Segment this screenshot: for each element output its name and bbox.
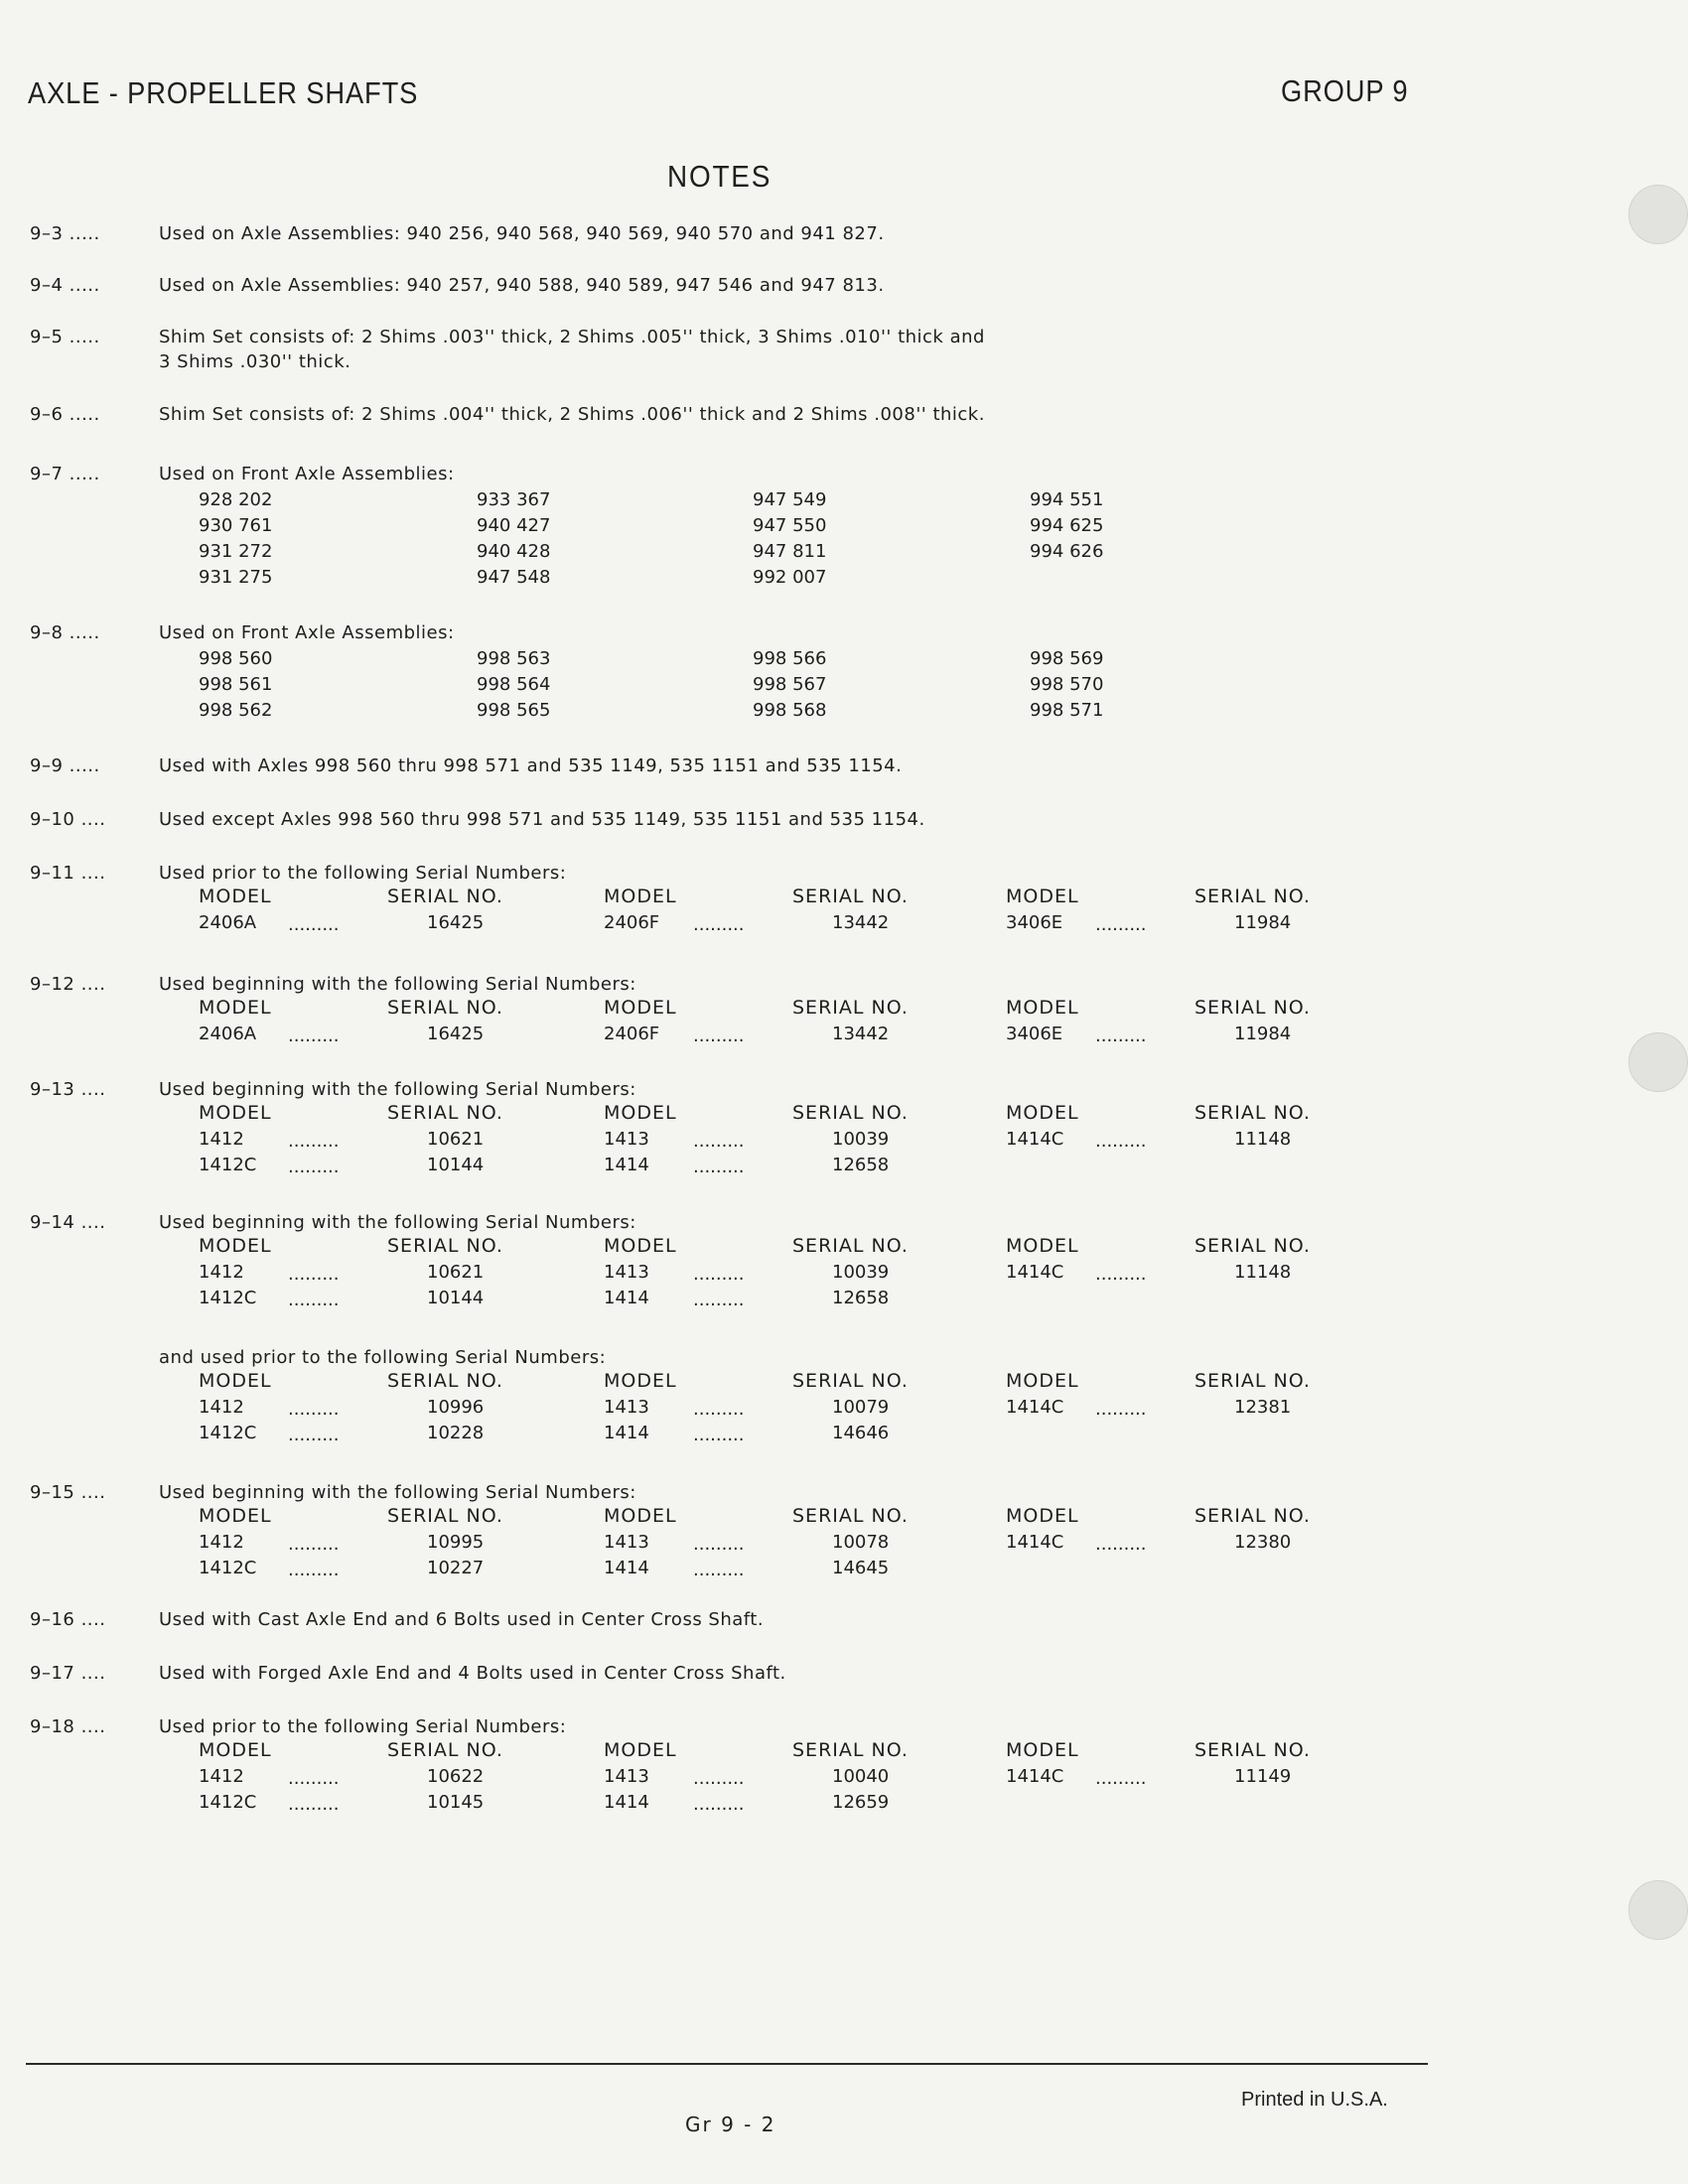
note-text: Used prior to the following Serial Numbers:: [159, 1716, 567, 1737]
serial-value: 10622: [427, 1766, 485, 1787]
leader-dots: .........: [288, 1157, 340, 1177]
column-header-model: MODEL: [199, 1370, 272, 1392]
assembly-number: 947 549: [753, 489, 827, 510]
serial-value: 16425: [427, 1024, 485, 1044]
serial-value: 10621: [427, 1129, 485, 1150]
punch-hole-icon: [1628, 185, 1688, 244]
column-header-serial: SERIAL NO.: [1195, 1370, 1311, 1392]
column-header-model: MODEL: [199, 886, 272, 907]
note-number: 9–12 ....: [30, 974, 106, 995]
note-number: 9–18 ....: [30, 1716, 106, 1737]
assembly-number: 928 202: [199, 489, 273, 510]
column-header-model: MODEL: [1006, 1739, 1079, 1761]
model-value: 1414: [604, 1423, 649, 1443]
serial-value: 11984: [1234, 912, 1292, 933]
column-header-serial: SERIAL NO.: [1195, 997, 1311, 1019]
note-text: Used beginning with the following Serial Numbers:: [159, 974, 636, 995]
assembly-number: 998 560: [199, 648, 273, 669]
leader-dots: .........: [693, 1157, 745, 1177]
column-header-model: MODEL: [1006, 1102, 1079, 1124]
model-value: 1413: [604, 1262, 649, 1283]
model-value: 1412: [199, 1129, 244, 1150]
note-number: 9–17 ....: [30, 1663, 106, 1684]
serial-value: 11984: [1234, 1024, 1292, 1044]
model-value: 1412: [199, 1397, 244, 1418]
serial-value: 11149: [1234, 1766, 1292, 1787]
column-header-serial: SERIAL NO.: [387, 1370, 503, 1392]
printed-in-usa: Printed in U.S.A.: [1241, 2089, 1388, 2111]
serial-value: 10228: [427, 1423, 485, 1443]
serial-value: 10144: [427, 1288, 485, 1308]
assembly-number: 998 571: [1030, 700, 1104, 721]
note-text: Used with Axles 998 560 thru 998 571 and 535 1149, 535 1151 and 535 1154.: [159, 755, 903, 776]
leader-dots: .........: [288, 1794, 340, 1815]
assembly-number: 933 367: [477, 489, 551, 510]
punch-hole-icon: [1628, 1032, 1688, 1092]
column-header-serial: SERIAL NO.: [1195, 1235, 1311, 1257]
note-number: 9–11 ....: [30, 863, 106, 884]
note-number: 9–6 .....: [30, 404, 100, 425]
serial-value: 10079: [832, 1397, 890, 1418]
column-header-model: MODEL: [199, 1102, 272, 1124]
model-value: 1412C: [199, 1423, 257, 1443]
model-value: 1413: [604, 1766, 649, 1787]
model-value: 1413: [604, 1532, 649, 1553]
assembly-number: 998 564: [477, 674, 551, 695]
column-header-model: MODEL: [199, 1739, 272, 1761]
assembly-number: 998 562: [199, 700, 273, 721]
model-value: 1414C: [1006, 1262, 1064, 1283]
serial-value: 14646: [832, 1423, 890, 1443]
column-header-serial: SERIAL NO.: [792, 886, 909, 907]
leader-dots: .........: [288, 1768, 340, 1789]
serial-value: 12658: [832, 1155, 890, 1175]
model-value: 1412C: [199, 1155, 257, 1175]
column-header-serial: SERIAL NO.: [1195, 1739, 1311, 1761]
column-header-model: MODEL: [1006, 997, 1079, 1019]
leader-dots: .........: [693, 914, 745, 935]
serial-value: 10995: [427, 1532, 485, 1553]
model-value: 2406A: [199, 912, 257, 933]
note-number: 9–3 .....: [30, 223, 100, 244]
column-header-model: MODEL: [604, 1505, 677, 1527]
column-header-model: MODEL: [604, 997, 677, 1019]
column-header-model: MODEL: [1006, 1370, 1079, 1392]
model-value: 3406E: [1006, 912, 1063, 933]
leader-dots: .........: [288, 1025, 340, 1046]
model-value: 2406F: [604, 912, 660, 933]
column-header-model: MODEL: [199, 1235, 272, 1257]
leader-dots: .........: [693, 1560, 745, 1580]
assembly-number: 998 567: [753, 674, 827, 695]
serial-value: 10039: [832, 1262, 890, 1283]
assembly-number: 931 272: [199, 541, 273, 562]
column-header-serial: SERIAL NO.: [387, 1235, 503, 1257]
footer-divider: [26, 2063, 1428, 2065]
serial-value: 11148: [1234, 1262, 1292, 1283]
assembly-number: 931 275: [199, 567, 273, 588]
assembly-number: 998 570: [1030, 674, 1104, 695]
assembly-number-list: [0, 486, 1688, 596]
serial-value: 11148: [1234, 1129, 1292, 1150]
model-value: 2406F: [604, 1024, 660, 1044]
assembly-number: 994 551: [1030, 489, 1104, 510]
note-number: 9–9 .....: [30, 755, 100, 776]
model-value: 1412C: [199, 1558, 257, 1578]
column-header-serial: SERIAL NO.: [792, 1235, 909, 1257]
model-value: 1414: [604, 1288, 649, 1308]
leader-dots: .........: [693, 1025, 745, 1046]
serial-value: 12658: [832, 1288, 890, 1308]
leader-dots: .........: [693, 1399, 745, 1420]
column-header-model: MODEL: [199, 1505, 272, 1527]
column-header-model: MODEL: [199, 997, 272, 1019]
leader-dots: .........: [1095, 914, 1147, 935]
note-text: Shim Set consists of: 2 Shims .003'' thick, 2 Shims .005'' thick, 3 Shims .010'' thick and: [159, 327, 985, 347]
leader-dots: .........: [1095, 1399, 1147, 1420]
assembly-number: 940 428: [477, 541, 551, 562]
leader-dots: .........: [288, 1425, 340, 1445]
punch-hole-icon: [1628, 1880, 1688, 1940]
model-value: 2406A: [199, 1024, 257, 1044]
leader-dots: .........: [1095, 1534, 1147, 1555]
column-header-serial: SERIAL NO.: [792, 997, 909, 1019]
note-text: Used except Axles 998 560 thru 998 571 and 535 1149, 535 1151 and 535 1154.: [159, 809, 925, 830]
column-header-serial: SERIAL NO.: [1195, 886, 1311, 907]
note-text: and used prior to the following Serial Numbers:: [159, 1347, 607, 1368]
model-value: 1413: [604, 1397, 649, 1418]
note-text-continued: 3 Shims .030'' thick.: [159, 351, 352, 372]
column-header-serial: SERIAL NO.: [387, 1102, 503, 1124]
assembly-number: 998 561: [199, 674, 273, 695]
serial-value: 13442: [832, 912, 890, 933]
serial-value: 10040: [832, 1766, 890, 1787]
serial-value: 12659: [832, 1792, 890, 1813]
column-header-model: MODEL: [1006, 886, 1079, 907]
note-number: 9–16 ....: [30, 1609, 106, 1630]
column-header-serial: SERIAL NO.: [387, 886, 503, 907]
leader-dots: .........: [693, 1794, 745, 1815]
column-header-serial: SERIAL NO.: [792, 1505, 909, 1527]
column-header-model: MODEL: [604, 1235, 677, 1257]
column-header-serial: SERIAL NO.: [1195, 1505, 1311, 1527]
model-value: 1412C: [199, 1288, 257, 1308]
leader-dots: .........: [288, 914, 340, 935]
group-label: GROUP 9: [1281, 73, 1409, 108]
assembly-number: 998 566: [753, 648, 827, 669]
serial-value: 10039: [832, 1129, 890, 1150]
note-number: 9–13 ....: [30, 1079, 106, 1100]
leader-dots: .........: [1095, 1768, 1147, 1789]
column-header-model: MODEL: [604, 1370, 677, 1392]
column-header-serial: SERIAL NO.: [387, 997, 503, 1019]
assembly-number: 998 563: [477, 648, 551, 669]
serial-value: 13442: [832, 1024, 890, 1044]
note-text: Used beginning with the following Serial Numbers:: [159, 1079, 636, 1100]
column-header-model: MODEL: [1006, 1235, 1079, 1257]
leader-dots: .........: [1095, 1025, 1147, 1046]
note-text: Used on Front Axle Assemblies:: [159, 622, 455, 643]
note-number: 9–5 .....: [30, 327, 100, 347]
leader-dots: .........: [693, 1425, 745, 1445]
model-value: 1412C: [199, 1792, 257, 1813]
leader-dots: .........: [288, 1131, 340, 1152]
leader-dots: .........: [693, 1264, 745, 1285]
model-value: 1412: [199, 1532, 244, 1553]
leader-dots: .........: [288, 1290, 340, 1310]
leader-dots: .........: [1095, 1264, 1147, 1285]
serial-value: 12380: [1234, 1532, 1292, 1553]
column-header-serial: SERIAL NO.: [792, 1739, 909, 1761]
serial-value: 10145: [427, 1792, 485, 1813]
note-text: Used on Front Axle Assemblies:: [159, 464, 455, 484]
model-value: 3406E: [1006, 1024, 1063, 1044]
leader-dots: .........: [288, 1264, 340, 1285]
note-text: Used with Cast Axle End and 6 Bolts used in Center Cross Shaft.: [159, 1609, 765, 1630]
column-header-serial: SERIAL NO.: [792, 1102, 909, 1124]
assembly-number: 994 625: [1030, 515, 1104, 536]
serial-value: 10078: [832, 1532, 890, 1553]
model-value: 1414: [604, 1558, 649, 1578]
model-value: 1412: [199, 1262, 244, 1283]
model-value: 1414C: [1006, 1129, 1064, 1150]
column-header-serial: SERIAL NO.: [387, 1505, 503, 1527]
column-header-model: MODEL: [604, 886, 677, 907]
note-text: Used prior to the following Serial Numbers:: [159, 863, 567, 884]
model-value: 1413: [604, 1129, 649, 1150]
note-text: Used beginning with the following Serial Numbers:: [159, 1482, 636, 1503]
leader-dots: .........: [693, 1534, 745, 1555]
serial-value: 10144: [427, 1155, 485, 1175]
notes-title: NOTES: [667, 159, 773, 194]
assembly-number: 947 811: [753, 541, 827, 562]
serial-value: 14645: [832, 1558, 890, 1578]
model-value: 1412: [199, 1766, 244, 1787]
column-header-model: MODEL: [604, 1739, 677, 1761]
assembly-number: 992 007: [753, 567, 827, 588]
assembly-number-list: [0, 645, 1688, 735]
note-number: 9–4 .....: [30, 275, 100, 296]
column-header-serial: SERIAL NO.: [387, 1739, 503, 1761]
assembly-number: 998 569: [1030, 648, 1104, 669]
model-value: 1414: [604, 1792, 649, 1813]
assembly-number: 994 626: [1030, 541, 1104, 562]
model-value: 1414C: [1006, 1397, 1064, 1418]
model-value: 1414C: [1006, 1766, 1064, 1787]
serial-value: 16425: [427, 912, 485, 933]
column-header-model: MODEL: [1006, 1505, 1079, 1527]
note-text: Used with Forged Axle End and 4 Bolts used in Center Cross Shaft.: [159, 1663, 786, 1684]
assembly-number: 998 568: [753, 700, 827, 721]
note-text: Shim Set consists of: 2 Shims .004'' thick, 2 Shims .006'' thick and 2 Shims .008'' thick.: [159, 404, 985, 425]
note-number: 9–14 ....: [30, 1212, 106, 1233]
leader-dots: .........: [693, 1768, 745, 1789]
column-header-serial: SERIAL NO.: [792, 1370, 909, 1392]
note-number: 9–10 ....: [30, 809, 106, 830]
section-title: AXLE - PROPELLER SHAFTS: [28, 75, 419, 110]
note-text: Used on Axle Assemblies: 940 256, 940 568, 940 569, 940 570 and 941 827.: [159, 223, 885, 244]
leader-dots: .........: [693, 1131, 745, 1152]
model-value: 1414C: [1006, 1532, 1064, 1553]
note-number: 9–15 ....: [30, 1482, 106, 1503]
note-text: Used beginning with the following Serial Numbers:: [159, 1212, 636, 1233]
serial-value: 10996: [427, 1397, 485, 1418]
note-text: Used on Axle Assemblies: 940 257, 940 588, 940 589, 947 546 and 947 813.: [159, 275, 885, 296]
leader-dots: .........: [1095, 1131, 1147, 1152]
serial-value: 10227: [427, 1558, 485, 1578]
leader-dots: .........: [288, 1560, 340, 1580]
assembly-number: 998 565: [477, 700, 551, 721]
serial-value: 10621: [427, 1262, 485, 1283]
assembly-number: 947 548: [477, 567, 551, 588]
model-value: 1414: [604, 1155, 649, 1175]
assembly-number: 947 550: [753, 515, 827, 536]
page-number: Gr 9 - 2: [685, 2113, 776, 2136]
leader-dots: .........: [693, 1290, 745, 1310]
leader-dots: .........: [288, 1534, 340, 1555]
column-header-model: MODEL: [604, 1102, 677, 1124]
assembly-number: 940 427: [477, 515, 551, 536]
assembly-number: 930 761: [199, 515, 273, 536]
note-number: 9–8 .....: [30, 622, 100, 643]
leader-dots: .........: [288, 1399, 340, 1420]
column-header-serial: SERIAL NO.: [1195, 1102, 1311, 1124]
note-number: 9–7 .....: [30, 464, 100, 484]
serial-value: 12381: [1234, 1397, 1292, 1418]
